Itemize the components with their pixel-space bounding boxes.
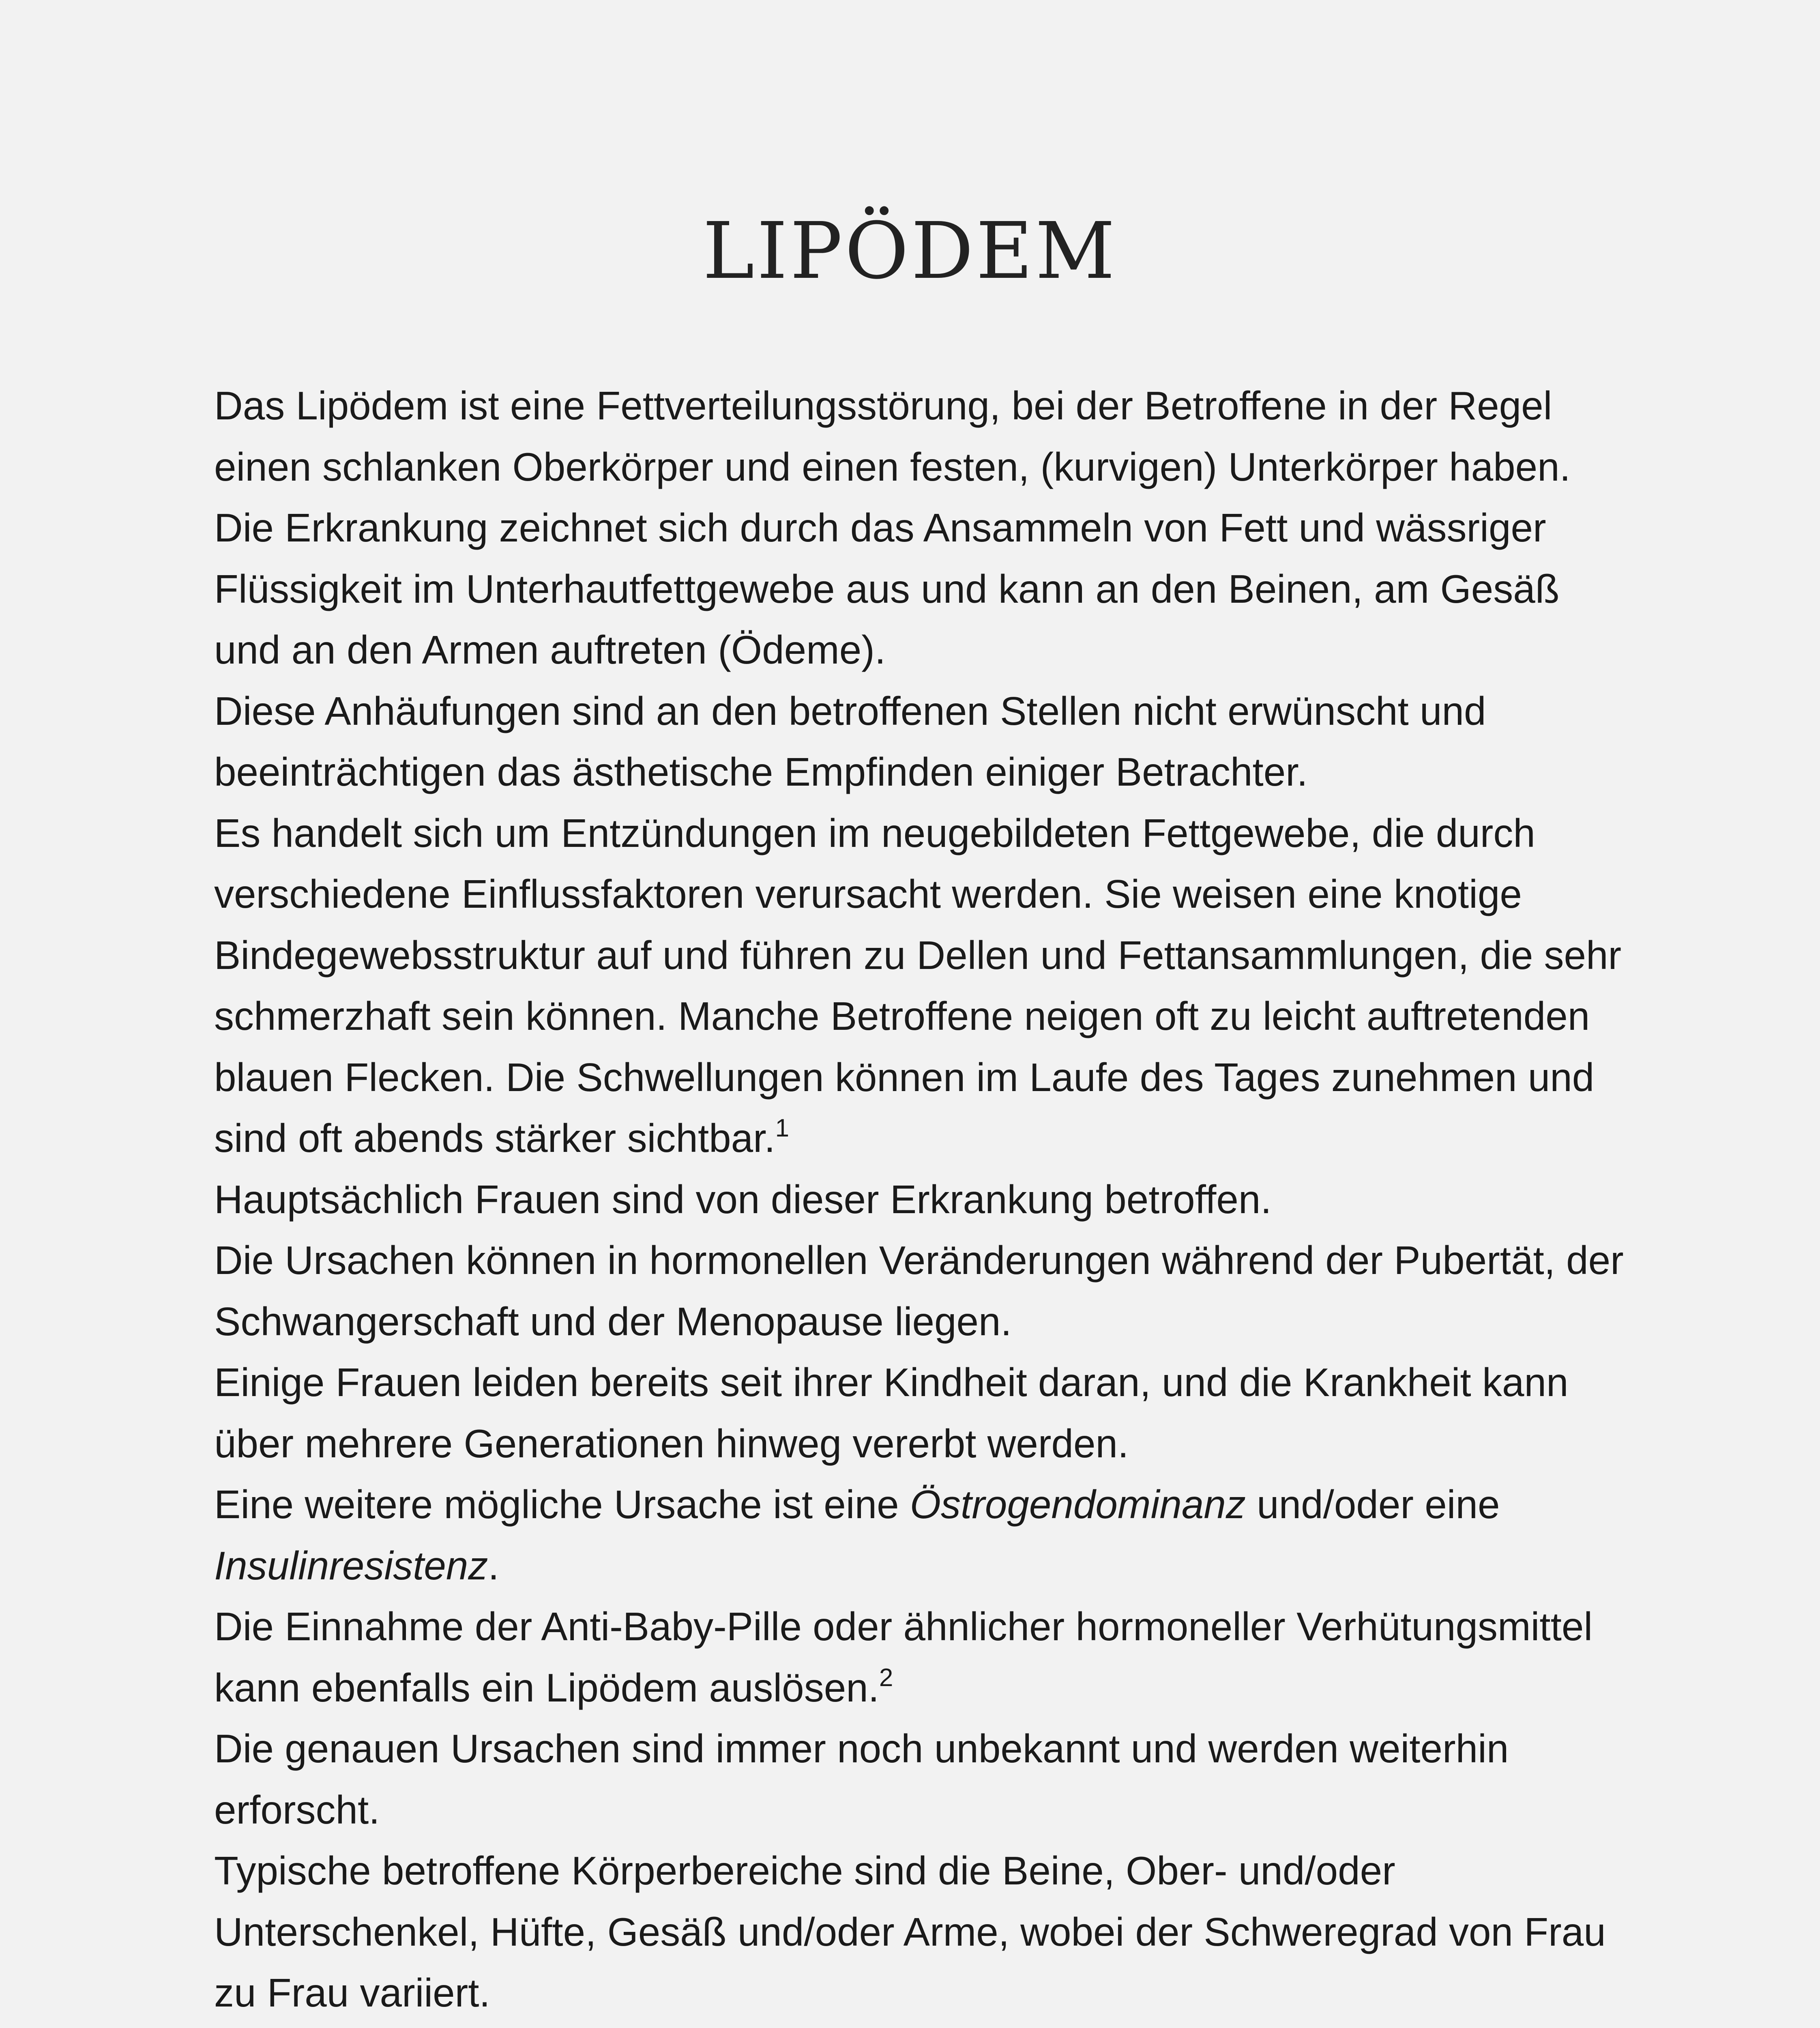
paragraph: Es handelt sich um Entzündungen im neugebildeten Fettgewebe, die durch verschiedene Einflussfaktoren verursacht werden. Sie weisen eine knotige Bindegewebsstruktur auf und führen zu Dellen und Fettansammlungen, die sehr schmerzhaft sein können. Manche Betroffene neigen oft zu leicht auftretenden blauen Flecken. Die Schwellungen können im Laufe des Tages zunehmen und sind oft abends stärker sichtbar.$^1$ bbox=[214, 810, 1622, 1160]
paragraph: Typische betroffene Körperbereiche sind die Beine, Ober- und/oder Unterschenkel, Hüfte, Gesäß und/oder Arme, wobei der Schweregrad von Frau zu Frau variiert. bbox=[214, 1848, 1606, 2015]
footnote-ref: 1 bbox=[775, 1114, 790, 1142]
paragraph: Die Einnahme der Anti-Baby-Pille oder ähnlicher hormoneller Verhütungsmittel kann ebenfalls ein Lipödem auslösen.$^2$ bbox=[214, 1604, 1593, 1710]
paragraph: Hauptsächlich Frauen sind von dieser Erkrankung betroffen. bbox=[214, 1177, 1272, 1222]
paragraph bbox=[214, 2024, 1633, 2028]
paragraph: Eine weitere mögliche Ursache ist eine Östrogendominanz und/oder eine Insulinresistenz. bbox=[214, 1482, 1500, 1588]
footnote-ref: 2 bbox=[879, 1663, 893, 1692]
paragraph: Die Ursachen können in hormonellen Veränderungen während der Pubertät, der Schwangerschaft und der Menopause liegen. bbox=[214, 1238, 1624, 1344]
page-title: LIPÖDEM bbox=[702, 206, 1118, 296]
paragraph: Diese Anhäufungen sind an den betroffenen Stellen nicht erwünscht und beeinträchtigen das ästhetische Empfinden einiger Betrachter. bbox=[214, 688, 1486, 794]
emphasis-term: Östrogendominanz bbox=[910, 1482, 1246, 1527]
body-text bbox=[214, 375, 1633, 2028]
paragraph: Das Lipödem ist eine Fettverteilungsstörung, bei der Betroffene in der Regel einen schlanken Oberkörper und einen festen, (kurvigen) Unterkörper haben. bbox=[214, 383, 1571, 489]
paragraph: Die genauen Ursachen sind immer noch unbekannt und werden weiterhin erforscht. bbox=[214, 1726, 1509, 1832]
paragraph: Die Erkrankung zeichnet sich durch das Ansammeln von Fett und wässriger Flüssigkeit im Unterhautfettgewebe aus und kann an den Beinen, am Gesäß und an den Armen auftreten (Ödeme). bbox=[214, 505, 1560, 672]
paragraph: Einige Frauen leiden bereits seit ihrer Kindheit daran, und die Krankheit kann über mehrere Generationen hinweg vererbt werden. bbox=[214, 1360, 1569, 1466]
emphasis-term: Insulinresistenz bbox=[214, 1543, 488, 1588]
